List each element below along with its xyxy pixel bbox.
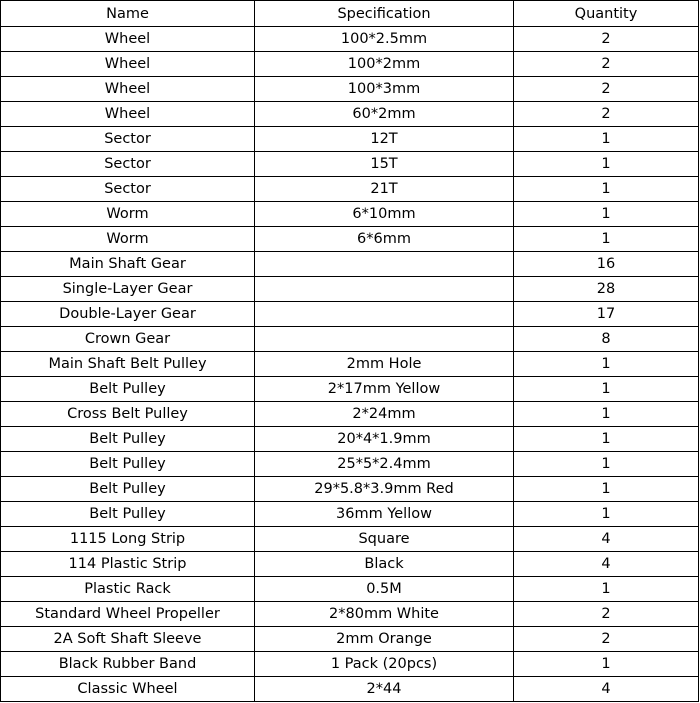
table-header — [1, 1, 699, 27]
cell-specification: 0.5M — [255, 577, 514, 602]
cell-specification: 6*6mm — [255, 227, 514, 252]
cell-quantity: 2 — [514, 52, 699, 77]
table-row — [1, 652, 699, 677]
cell-quantity: 17 — [514, 302, 699, 327]
cell-quantity: 2 — [514, 627, 699, 652]
cell-specification: 60*2mm — [255, 102, 514, 127]
table-row — [1, 452, 699, 477]
cell-quantity: 4 — [514, 527, 699, 552]
cell-name: Belt Pulley — [1, 477, 255, 502]
header-quantity: Quantity — [514, 1, 699, 27]
cell-name: Double-Layer Gear — [1, 302, 255, 327]
cell-specification — [255, 252, 514, 277]
cell-name: 114 Plastic Strip — [1, 552, 255, 577]
cell-quantity: 1 — [514, 502, 699, 527]
header-name: Name — [1, 1, 255, 27]
cell-specification: 2*44 — [255, 677, 514, 702]
table-row — [1, 352, 699, 377]
cell-specification: 15T — [255, 152, 514, 177]
cell-specification: 100*2.5mm — [255, 27, 514, 52]
cell-name: Black Rubber Band — [1, 652, 255, 677]
cell-quantity: 16 — [514, 252, 699, 277]
table-row — [1, 302, 699, 327]
table-row — [1, 527, 699, 552]
cell-specification: 100*3mm — [255, 77, 514, 102]
cell-name: Belt Pulley — [1, 377, 255, 402]
cell-name: Belt Pulley — [1, 427, 255, 452]
cell-specification: 2*80mm White — [255, 602, 514, 627]
cell-quantity: 1 — [514, 577, 699, 602]
cell-quantity: 1 — [514, 227, 699, 252]
cell-quantity: 4 — [514, 552, 699, 577]
cell-quantity: 8 — [514, 327, 699, 352]
cell-name: Wheel — [1, 77, 255, 102]
cell-name: Standard Wheel Propeller — [1, 602, 255, 627]
cell-quantity: 4 — [514, 677, 699, 702]
cell-specification: Black — [255, 552, 514, 577]
table-row — [1, 377, 699, 402]
table-row — [1, 127, 699, 152]
table-row — [1, 277, 699, 302]
table-row — [1, 427, 699, 452]
cell-specification: 2mm Hole — [255, 352, 514, 377]
cell-name: Belt Pulley — [1, 502, 255, 527]
cell-name: Wheel — [1, 27, 255, 52]
cell-quantity: 1 — [514, 377, 699, 402]
table-row — [1, 177, 699, 202]
table-row — [1, 77, 699, 102]
cell-name: Sector — [1, 152, 255, 177]
cell-quantity: 1 — [514, 402, 699, 427]
cell-quantity: 1 — [514, 427, 699, 452]
cell-quantity: 1 — [514, 652, 699, 677]
table-row — [1, 577, 699, 602]
cell-specification: 21T — [255, 177, 514, 202]
table-row — [1, 102, 699, 127]
cell-specification: 2*24mm — [255, 402, 514, 427]
table-row — [1, 502, 699, 527]
table-row — [1, 327, 699, 352]
cell-specification: 29*5.8*3.9mm Red — [255, 477, 514, 502]
cell-name: Crown Gear — [1, 327, 255, 352]
cell-name: Single-Layer Gear — [1, 277, 255, 302]
cell-name: 2A Soft Shaft Sleeve — [1, 627, 255, 652]
cell-specification: 25*5*2.4mm — [255, 452, 514, 477]
cell-specification: 100*2mm — [255, 52, 514, 77]
cell-name: Wheel — [1, 102, 255, 127]
cell-name: Main Shaft Gear — [1, 252, 255, 277]
cell-specification: 1 Pack (20pcs) — [255, 652, 514, 677]
cell-quantity: 1 — [514, 452, 699, 477]
table-row — [1, 627, 699, 652]
table-row — [1, 27, 699, 52]
cell-specification: 6*10mm — [255, 202, 514, 227]
cell-quantity: 2 — [514, 102, 699, 127]
table-body — [1, 27, 699, 702]
table-row — [1, 477, 699, 502]
cell-quantity: 1 — [514, 477, 699, 502]
cell-name: Worm — [1, 227, 255, 252]
cell-name: Classic Wheel — [1, 677, 255, 702]
table-row — [1, 227, 699, 252]
cell-specification: 36mm Yellow — [255, 502, 514, 527]
cell-quantity: 1 — [514, 202, 699, 227]
cell-name: Belt Pulley — [1, 452, 255, 477]
table-row — [1, 552, 699, 577]
cell-specification — [255, 302, 514, 327]
cell-quantity: 2 — [514, 77, 699, 102]
cell-name: Worm — [1, 202, 255, 227]
cell-quantity: 1 — [514, 352, 699, 377]
cell-quantity: 2 — [514, 27, 699, 52]
cell-specification — [255, 277, 514, 302]
cell-quantity: 1 — [514, 152, 699, 177]
cell-specification — [255, 327, 514, 352]
cell-quantity: 28 — [514, 277, 699, 302]
table-row — [1, 202, 699, 227]
cell-specification: 20*4*1.9mm — [255, 427, 514, 452]
cell-specification: 2mm Orange — [255, 627, 514, 652]
cell-quantity: 2 — [514, 602, 699, 627]
table-row — [1, 252, 699, 277]
cell-quantity: 1 — [514, 177, 699, 202]
cell-specification: 2*17mm Yellow — [255, 377, 514, 402]
cell-name: Cross Belt Pulley — [1, 402, 255, 427]
table-row — [1, 402, 699, 427]
cell-name: Plastic Rack — [1, 577, 255, 602]
header-specification: Specification — [255, 1, 514, 27]
cell-name: Main Shaft Belt Pulley — [1, 352, 255, 377]
cell-name: Sector — [1, 127, 255, 152]
cell-name: 1115 Long Strip — [1, 527, 255, 552]
cell-name: Wheel — [1, 52, 255, 77]
table-row — [1, 602, 699, 627]
cell-specification: 12T — [255, 127, 514, 152]
cell-specification: Square — [255, 527, 514, 552]
cell-name: Sector — [1, 177, 255, 202]
table-row — [1, 52, 699, 77]
table-row — [1, 677, 699, 702]
header-row — [1, 1, 699, 27]
table-row — [1, 152, 699, 177]
cell-quantity: 1 — [514, 127, 699, 152]
